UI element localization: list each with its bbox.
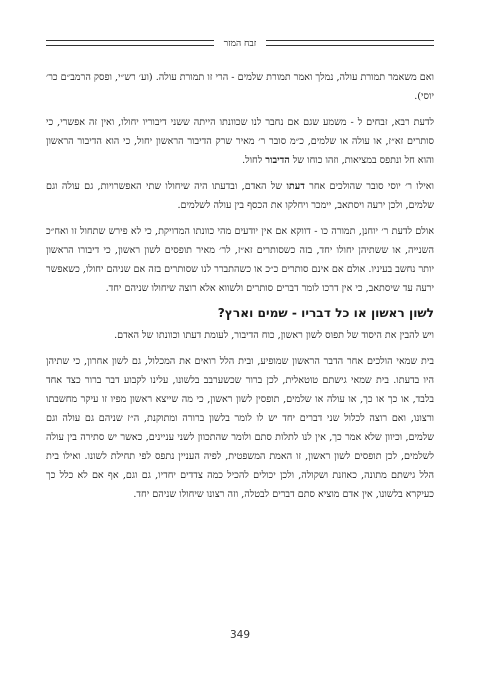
section-paragraph-2: בית שמאי הולכים אחר הדבר הראשון שמופיע, ובית הלל רואים את המכלול, גם לשון אחרון, כי שתיהן היו בדעתו. בית שמאי גישתם טוטאלית, לכן ברור שכשערבב בלשונו, עלינו לקבוע דבר ברור כצד אחד בלבד, או כך או כך, או עולה או שלמים, תופסין לשון ראשון, כי מה שייצא ראשון מפיו זו עיקר מחשבתו ורצונו, ואם רוצה לכלול שני דברים יחד יש לו לומר בלשון ברורה ומתוקנת, ה״ז שניהם גם עולה וגם שלמים, וכיוון שלא אמר כך, אין לנו לתלות סתם ולומר שהתכוון לשני עניינים, כאשר יש סתירה בין עולה לשלמים, לכן תופסים לשון ראשון, זו האמת המשפטית, לפיה העניין נתפס לפי תחילת לשונו. ואילו בית הלל גישתם מתונה, כאוזנת ושקולה, ולכן יכולים להכיל כמה צדדים יחדיו, גם וגם, אף אם לא כלל כך כעיקרא בלשונו, אין אדם מוציא סתם דברים לבטלה, וזה רצונו שיחולו שניהם יחד. — [46, 356, 434, 500]
paragraph-3-text: ואילו ר׳ יוסי סובר שהולכים אחר — [309, 181, 434, 192]
section-heading: לשון ראשון או כל דבריו - שמים וארץ? — [217, 306, 434, 320]
paragraph-3 — [46, 177, 434, 215]
paragraph-2-text: לדעת רבא, זבחים ל - משמע שגם אם נחבר לנו שכוונתו הייתה ששני דיבוריו יחולו, ואין זה אפשרי, כי סותרים זא״ז, או עולה או שלמים, כ״מ סובר ר׳ מאיר שרק הדיבור הראשון יחול, כי הוא הדיבור הראשון והוא חל ונתפס במציאות, וזהו כוחו של — [46, 117, 434, 166]
paragraph-4: אולם לדעת ר׳ יוחנן, תמורה כו - דווקא אם אין יודעים מהי כוונתו המדויקת, כי לא פירש שתחול זו ואח״כ השנייה, או ששתיהן יחולו יחד, בזה כשסותרים זא״ז, לר׳ מאיר תופסים לשון ראשון, כי דיבורו הראשון יותר נחשב בעיניו. אולם אם אינם סותרים כ״כ או כשהתברר לנו שסותרים בזה אם שניהם יחולו, כשאפשר ירעה עד שיסתאב, כי אין דרכו לומר דברים סותרים ולשווא אלא רוצה שיחולו שניהם יחד. — [46, 226, 434, 294]
page-number: 349 — [229, 629, 251, 641]
running-header — [46, 36, 434, 50]
header-rule-right — [266, 40, 434, 46]
bold-term-dibbur: הדיבור — [265, 155, 290, 166]
paragraph-2 — [46, 113, 434, 170]
paragraph-2-tail: לחול. — [242, 155, 263, 166]
bold-term-daato: דעתו — [286, 181, 305, 192]
paragraph-1: ואם משאמר תמורת עולה, נמלך ואמר תמורת שלמים - הרי זו תמורת עולה. (וע׳ רש״י, ופסק הרמב״ם כר׳ יוסי). — [46, 72, 434, 102]
paragraph-3-tail: של האדם, ובדעתו היה שיחולו שתי האפשרויות, גם עולה וגם שלמים, ולכן ירעה ויסתאב, יימכר ויחלקו את הכסף בין עולה לשלמים. — [46, 181, 434, 211]
page-body — [46, 68, 434, 504]
running-header-title: זבח המזר — [223, 38, 257, 49]
section-paragraph-1: ויש להבין את היסוד של תפוס לשון ראשון, כוח הדיבור, לעומת דעתו וכוונתו של האדם. — [114, 330, 434, 341]
header-rule-left — [46, 40, 214, 46]
